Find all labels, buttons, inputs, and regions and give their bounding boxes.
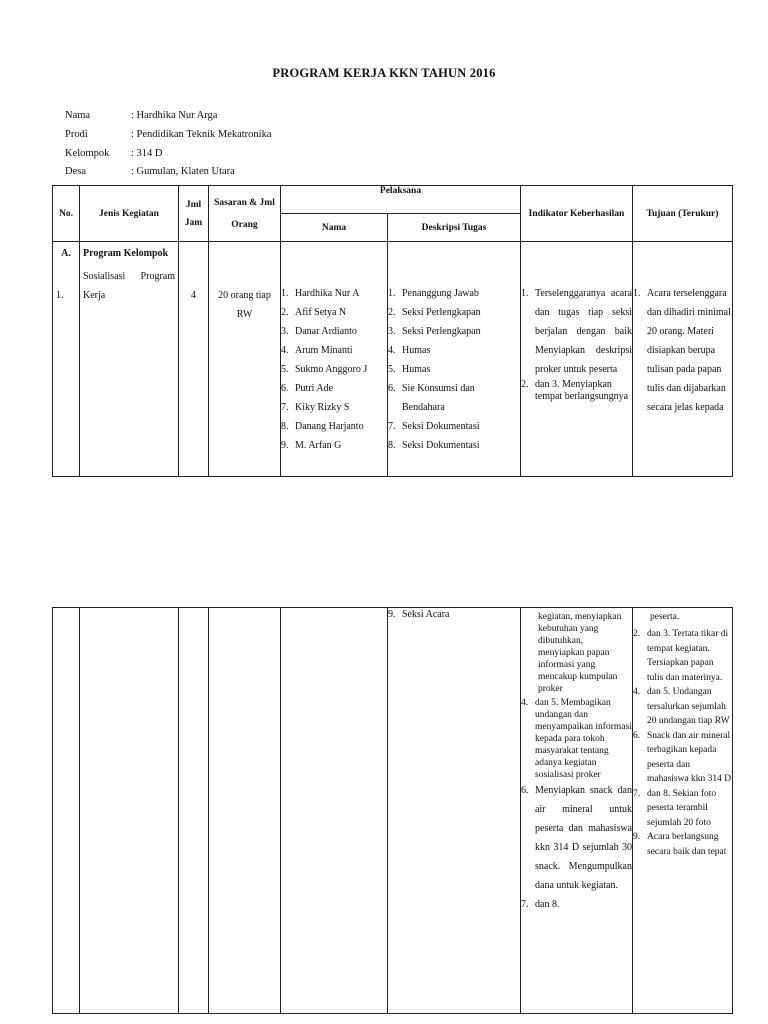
empty-cell — [209, 608, 281, 1014]
list-item: 2. dan 3. Menyiapkan tempat berlangsungnya — [521, 379, 629, 402]
list-item: 4. dan 5. Membagikan undangan dan menyampaikan informasi kepada para tokoh masyarakat tentang adanya kegiatan sosialisasi proker — [521, 698, 632, 780]
program-table-continued — [52, 607, 733, 1014]
indikator-continued: kegiatan, menyiapkan kebutuhan yang dibutuhkan, menyiapkan papan informasi yang mencakup kumpulan proker — [538, 612, 622, 694]
info-desa — [65, 166, 235, 177]
info-value: : Pendidikan Teknik Mekatronika — [131, 129, 272, 140]
list-item: 9. Seksi Acara — [388, 609, 450, 620]
tujuan-cell — [633, 608, 733, 1014]
indikator-cell — [521, 608, 633, 1014]
info-label: Desa — [65, 166, 86, 177]
header-no: No. — [53, 186, 80, 242]
list-item: 6. Menyiapkan snack dan air mineral untuk peserta dan mahasiswa kkn 314 D sejumlah 30 snack. Mengumpulkan dana untuk kegiatan. — [521, 785, 632, 891]
list-item: 7. dan 8. Sekian foto peserta terambil sejumlah 20 foto — [633, 788, 717, 828]
tujuan-list — [633, 625, 732, 859]
info-value: : Hardhika Nur Arga — [131, 110, 218, 121]
list-item: 8. Seksi Dokumentasi — [388, 440, 480, 451]
jml-jam-cell — [179, 242, 209, 477]
list-item: 6. Sie Konsumsi dan Bendahara — [388, 383, 475, 413]
empty-cell — [80, 608, 179, 1014]
document-title: PROGRAM KERJA KKN TAHUN 2016 — [272, 66, 496, 80]
program-table — [52, 185, 733, 477]
section-label: Program Kelompok — [83, 248, 169, 259]
list-item: 5. Sukmo Anggoro J — [281, 364, 368, 375]
tujuan-cell — [633, 242, 733, 477]
list-item: 5. Humas — [388, 364, 431, 375]
jenis-kegiatan: Sosialisasi Program Kerja — [83, 271, 175, 301]
header-jml-jam: Jml Jam — [179, 186, 209, 242]
list-item: 2. dan 3. Tertata tikar di tempat kegiatan. Tersiapkan papan tulis dan materinya. — [633, 629, 729, 683]
deskripsi-cell — [388, 608, 521, 1014]
empty-cell — [281, 608, 388, 1014]
indikator-cell — [521, 242, 633, 477]
nama-cell — [281, 242, 388, 477]
row-no: 1. — [56, 290, 64, 301]
sasaran-cell — [209, 242, 281, 477]
indikator-list — [521, 284, 632, 403]
jml-jam: 4 — [191, 290, 196, 301]
empty-cell — [179, 608, 209, 1014]
deskripsi-cell — [388, 242, 521, 477]
nama-list — [281, 284, 387, 455]
info-value: : 314 D — [131, 148, 163, 159]
section-no: A. — [61, 248, 71, 259]
list-item: 7. dan 8. — [521, 899, 560, 910]
list-item: 1. Acara terselenggara dan dihadiri minimal 20 orang. Materi disiapkan berupa tulisan pada papan tulis dan dijabarkan secara jelas kepada — [633, 288, 731, 413]
list-item: 3. Danar Ardianto — [281, 326, 357, 337]
list-item: 4. Arum Minanti — [281, 345, 353, 356]
header-deskripsi-tugas: Deskripsi Tugas — [388, 214, 521, 242]
list-item: 9. M. Arfan G — [281, 440, 342, 451]
jenis-kegiatan-cell — [80, 242, 179, 477]
info-label: Prodi — [65, 129, 88, 140]
header-tujuan: Tujuan (Terukur) — [633, 186, 733, 242]
deskripsi-list — [388, 608, 520, 622]
list-item: 8. Danang Harjanto — [281, 421, 364, 432]
list-item: 1. Penanggung Jawab — [388, 288, 479, 299]
info-nama — [65, 110, 217, 121]
list-item: 9. Acara berlangsung secara baik dan tepat — [633, 832, 727, 857]
list-item: 4. dan 5. Undangan tersalurkan sejumlah 20 undangan tiap RW — [633, 687, 730, 726]
list-item: 7. Seksi Dokumentasi — [388, 421, 480, 432]
list-item: 1. Hardhika Nur A — [281, 288, 360, 299]
header-indikator: Indikator Keberhasilan — [521, 186, 633, 242]
list-item: 1. Terselenggaranya acara dan tugas tiap seksi berjalan dengan baik Menyiapkan deskripsi proker untuk peserta — [521, 288, 632, 375]
list-item: 6. Snack dan air mineral terbagikan kepada peserta dan mahasiswa kkn 314 D — [633, 730, 732, 784]
list-item: 6. Putri Ade — [281, 383, 334, 394]
list-item: 4. Humas — [388, 345, 431, 356]
list-item: 3. Seksi Perlengkapan — [388, 326, 481, 337]
tujuan-list — [633, 284, 732, 417]
info-label: Nama — [65, 110, 91, 121]
info-kelompok — [65, 148, 163, 159]
indikator-list — [521, 697, 632, 914]
header-nama: Nama — [281, 214, 388, 242]
info-label: Kelompok — [65, 148, 110, 159]
list-item: 2. Seksi Perlengkapan — [388, 307, 481, 318]
list-item: 7. Kiky Rizky S — [281, 402, 350, 413]
header-jenis-kegiatan: Jenis Kegiatan — [80, 186, 179, 242]
header-sasaran: Sasaran & Jml Orang — [209, 186, 281, 242]
section-no-cell — [53, 242, 80, 477]
sasaran: 20 orang tiap RW — [218, 290, 271, 320]
tujuan-continued: peserta. — [650, 612, 680, 622]
list-item: 2. Afif Setya N — [281, 307, 347, 318]
info-value: : Gumulan, Klaten Utara — [131, 166, 235, 177]
empty-cell — [53, 608, 80, 1014]
info-prodi — [65, 129, 272, 140]
header-pelaksana: Pelaksana — [281, 186, 521, 214]
deskripsi-list — [388, 284, 520, 455]
